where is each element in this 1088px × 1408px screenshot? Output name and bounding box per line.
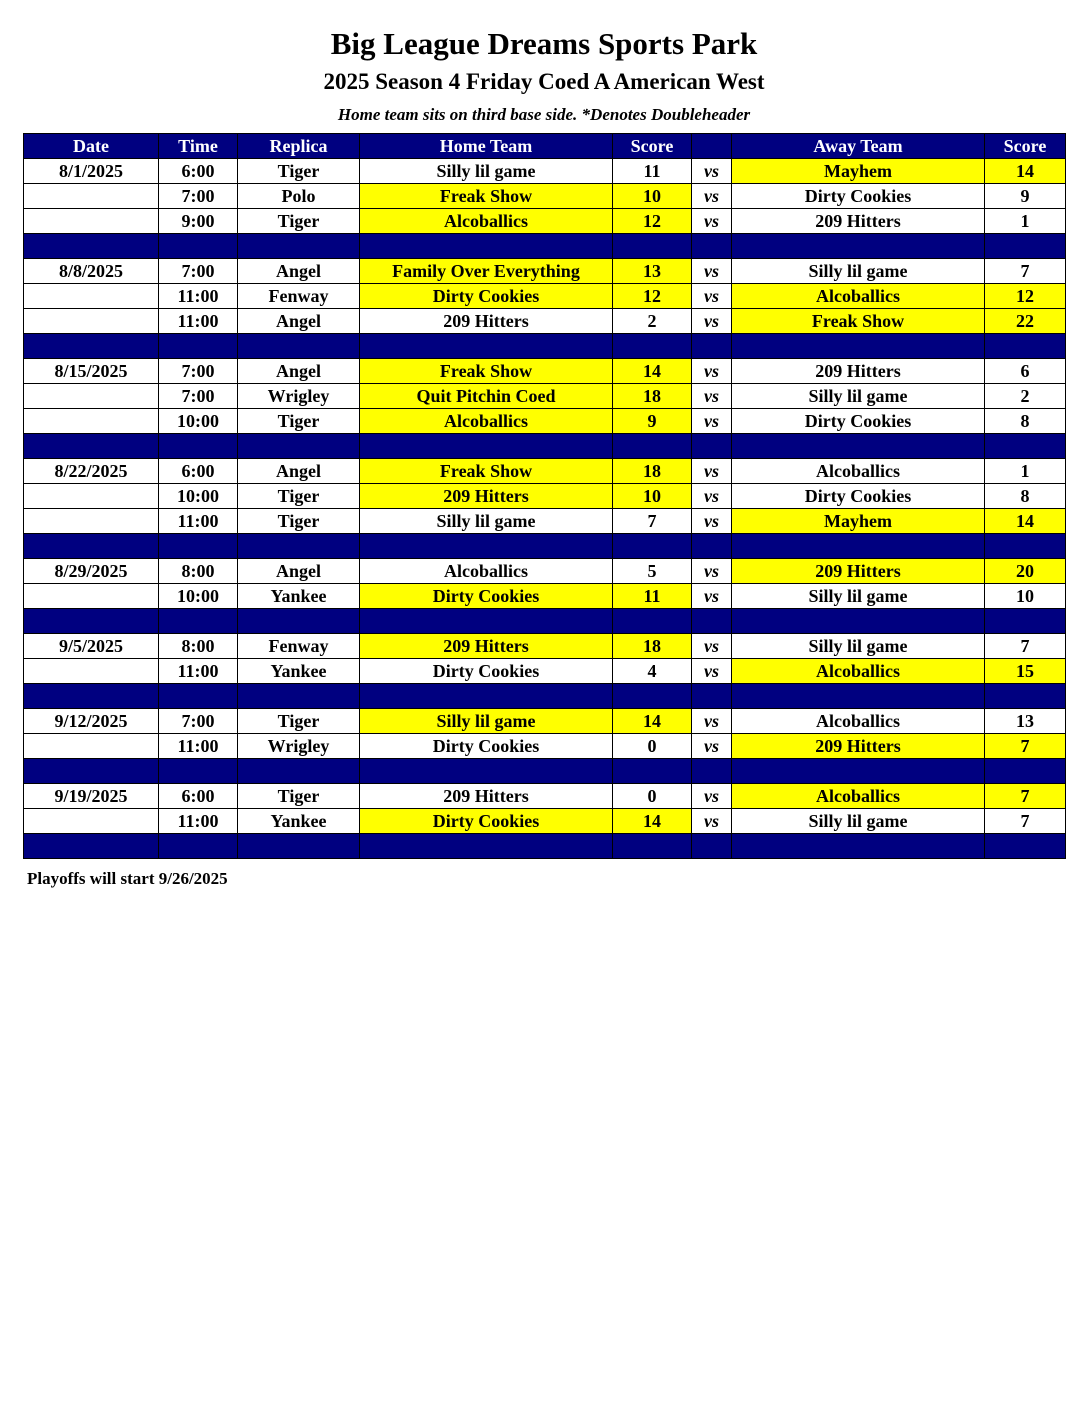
column-header-date: Date [24,134,159,159]
home-team: Alcoballics [360,209,613,234]
game-replica: Tiger [238,709,360,734]
away-score: 8 [985,409,1066,434]
vs-label: vs [692,159,732,184]
separator-cell [732,834,985,859]
home-score: 2 [613,309,692,334]
week-separator-row [24,834,1066,859]
home-team: 209 Hitters [360,784,613,809]
separator-cell [985,609,1066,634]
separator-cell [159,234,238,259]
table-row [24,634,1066,659]
home-team: 209 Hitters [360,309,613,334]
table-row [24,659,1066,684]
away-score: 6 [985,359,1066,384]
separator-cell [238,684,360,709]
home-score: 7 [613,509,692,534]
vs-label: vs [692,734,732,759]
home-team: Alcoballics [360,559,613,584]
home-team: Dirty Cookies [360,584,613,609]
game-time: 11:00 [159,659,238,684]
game-date [24,809,159,834]
separator-cell [732,534,985,559]
week-separator-row [24,759,1066,784]
away-team: 209 Hitters [732,559,985,584]
separator-cell [24,334,159,359]
separator-cell [732,234,985,259]
game-replica: Polo [238,184,360,209]
game-date [24,409,159,434]
schedule-body [24,159,1066,859]
home-score: 12 [613,284,692,309]
game-date [24,509,159,534]
home-score: 10 [613,484,692,509]
home-team: 209 Hitters [360,634,613,659]
home-score: 18 [613,384,692,409]
table-row [24,784,1066,809]
separator-cell [238,234,360,259]
schedule-note: Home team sits on third base side. *Denotes Doubleheader [337,105,751,124]
game-time: 11:00 [159,284,238,309]
away-team: Alcoballics [732,659,985,684]
separator-cell [238,434,360,459]
vs-label: vs [692,284,732,309]
separator-cell [732,684,985,709]
away-score: 14 [985,159,1066,184]
playoffs-note: Playoffs will start 9/26/2025 [27,869,228,888]
away-team: 209 Hitters [732,734,985,759]
away-score: 14 [985,509,1066,534]
home-team: Dirty Cookies [360,734,613,759]
separator-cell [613,834,692,859]
table-row [24,284,1066,309]
vs-label: vs [692,509,732,534]
game-replica: Angel [238,309,360,334]
game-date: 8/8/2025 [24,259,159,284]
separator-cell [360,759,613,784]
table-row [24,159,1066,184]
separator-cell [24,834,159,859]
column-header-replica: Replica [238,134,360,159]
separator-cell [613,609,692,634]
vs-label: vs [692,784,732,809]
separator-cell [360,234,613,259]
game-replica: Tiger [238,509,360,534]
game-replica: Angel [238,559,360,584]
week-separator-row [24,234,1066,259]
away-team: Dirty Cookies [732,184,985,209]
home-score: 11 [613,584,692,609]
game-replica: Angel [238,259,360,284]
game-date: 9/19/2025 [24,784,159,809]
week-separator-row [24,684,1066,709]
table-row [24,509,1066,534]
separator-cell [613,759,692,784]
away-score: 12 [985,284,1066,309]
game-replica: Tiger [238,784,360,809]
home-score: 14 [613,709,692,734]
game-date [24,209,159,234]
game-time: 7:00 [159,359,238,384]
away-team: Freak Show [732,309,985,334]
game-date: 8/1/2025 [24,159,159,184]
separator-cell [985,834,1066,859]
away-team: 209 Hitters [732,209,985,234]
game-date [24,184,159,209]
game-time: 10:00 [159,584,238,609]
separator-cell [360,434,613,459]
game-date: 8/15/2025 [24,359,159,384]
home-team: Quit Pitchin Coed [360,384,613,409]
separator-cell [985,759,1066,784]
away-score: 20 [985,559,1066,584]
home-score: 18 [613,634,692,659]
game-replica: Angel [238,459,360,484]
game-replica: Fenway [238,284,360,309]
vs-label: vs [692,459,732,484]
game-time: 11:00 [159,509,238,534]
game-date: 9/12/2025 [24,709,159,734]
game-date [24,309,159,334]
home-team: Family Over Everything [360,259,613,284]
vs-label: vs [692,709,732,734]
home-score: 11 [613,159,692,184]
column-header-home-score: Score [613,134,692,159]
game-replica: Yankee [238,659,360,684]
separator-cell [238,534,360,559]
vs-label: vs [692,584,732,609]
vs-label: vs [692,259,732,284]
home-score: 14 [613,359,692,384]
away-score: 13 [985,709,1066,734]
separator-cell [360,684,613,709]
game-time: 7:00 [159,184,238,209]
separator-cell [692,434,732,459]
vs-label: vs [692,484,732,509]
game-time: 6:00 [159,459,238,484]
separator-cell [985,434,1066,459]
away-team: Dirty Cookies [732,409,985,434]
away-team: Silly lil game [732,584,985,609]
game-time: 6:00 [159,159,238,184]
away-score: 9 [985,184,1066,209]
separator-cell [692,609,732,634]
separator-cell [692,834,732,859]
game-time: 11:00 [159,734,238,759]
home-team: Silly lil game [360,709,613,734]
home-score: 13 [613,259,692,284]
home-team: Dirty Cookies [360,659,613,684]
separator-cell [732,759,985,784]
vs-label: vs [692,309,732,334]
game-time: 7:00 [159,259,238,284]
game-time: 11:00 [159,309,238,334]
separator-cell [360,334,613,359]
home-score: 4 [613,659,692,684]
separator-cell [159,684,238,709]
vs-label: vs [692,809,732,834]
game-time: 7:00 [159,384,238,409]
away-score: 7 [985,784,1066,809]
vs-label: vs [692,559,732,584]
game-time: 6:00 [159,784,238,809]
separator-cell [692,684,732,709]
home-score: 0 [613,734,692,759]
game-date [24,734,159,759]
vs-label: vs [692,209,732,234]
column-header-away-score: Score [985,134,1066,159]
vs-label: vs [692,359,732,384]
game-replica: Tiger [238,159,360,184]
away-team: Silly lil game [732,384,985,409]
week-separator-row [24,534,1066,559]
separator-cell [238,759,360,784]
separator-cell [24,434,159,459]
game-replica: Tiger [238,209,360,234]
away-team: 209 Hitters [732,359,985,384]
away-team: Alcoballics [732,459,985,484]
home-score: 0 [613,784,692,809]
game-time: 11:00 [159,809,238,834]
table-row [24,559,1066,584]
game-date: 9/5/2025 [24,634,159,659]
game-time: 10:00 [159,409,238,434]
separator-cell [238,609,360,634]
separator-cell [985,684,1066,709]
week-separator-row [24,434,1066,459]
separator-cell [24,684,159,709]
page-title: Big League Dreams Sports Park [330,26,758,61]
game-replica: Wrigley [238,734,360,759]
schedule-table [23,133,1066,859]
away-team: Silly lil game [732,259,985,284]
game-time: 8:00 [159,634,238,659]
home-score: 18 [613,459,692,484]
home-score: 9 [613,409,692,434]
game-time: 7:00 [159,709,238,734]
away-score: 7 [985,809,1066,834]
separator-cell [360,534,613,559]
away-team: Silly lil game [732,634,985,659]
page-subtitle: 2025 Season 4 Friday Coed A American West [323,69,765,94]
game-time: 8:00 [159,559,238,584]
separator-cell [692,534,732,559]
away-score: 7 [985,734,1066,759]
column-header-home-team: Home Team [360,134,613,159]
separator-cell [360,834,613,859]
table-header-row [24,134,1066,159]
away-score: 7 [985,259,1066,284]
separator-cell [613,334,692,359]
away-score: 7 [985,634,1066,659]
separator-cell [613,234,692,259]
table-row [24,734,1066,759]
game-replica: Yankee [238,584,360,609]
separator-cell [238,834,360,859]
game-replica: Yankee [238,809,360,834]
table-row [24,359,1066,384]
away-team: Alcoballics [732,784,985,809]
separator-cell [24,534,159,559]
separator-cell [732,609,985,634]
separator-cell [24,234,159,259]
column-header-vs [692,134,732,159]
home-team: Freak Show [360,359,613,384]
game-time: 9:00 [159,209,238,234]
separator-cell [24,609,159,634]
separator-cell [159,534,238,559]
separator-cell [985,234,1066,259]
separator-cell [159,609,238,634]
table-row [24,484,1066,509]
table-row [24,809,1066,834]
game-date: 8/22/2025 [24,459,159,484]
game-date: 8/29/2025 [24,559,159,584]
game-time: 10:00 [159,484,238,509]
home-team: Freak Show [360,459,613,484]
away-score: 22 [985,309,1066,334]
separator-cell [692,334,732,359]
table-row [24,184,1066,209]
vs-label: vs [692,634,732,659]
table-row [24,384,1066,409]
week-separator-row [24,334,1066,359]
game-date [24,584,159,609]
table-row [24,409,1066,434]
separator-cell [613,534,692,559]
game-date [24,284,159,309]
separator-cell [159,834,238,859]
separator-cell [613,684,692,709]
away-team: Alcoballics [732,284,985,309]
vs-label: vs [692,659,732,684]
home-score: 5 [613,559,692,584]
away-team: Alcoballics [732,709,985,734]
table-row [24,209,1066,234]
home-team: Dirty Cookies [360,284,613,309]
away-score: 15 [985,659,1066,684]
column-header-time: Time [159,134,238,159]
home-score: 10 [613,184,692,209]
game-replica: Fenway [238,634,360,659]
away-team: Dirty Cookies [732,484,985,509]
home-team: Freak Show [360,184,613,209]
away-score: 1 [985,209,1066,234]
separator-cell [159,334,238,359]
game-replica: Angel [238,359,360,384]
home-team: Silly lil game [360,509,613,534]
away-score: 2 [985,384,1066,409]
home-score: 12 [613,209,692,234]
table-row [24,709,1066,734]
home-score: 14 [613,809,692,834]
home-team: Alcoballics [360,409,613,434]
away-team: Silly lil game [732,809,985,834]
away-team: Mayhem [732,159,985,184]
home-team: 209 Hitters [360,484,613,509]
away-score: 10 [985,584,1066,609]
vs-label: vs [692,384,732,409]
home-team: Dirty Cookies [360,809,613,834]
week-separator-row [24,609,1066,634]
separator-cell [159,759,238,784]
home-team: Silly lil game [360,159,613,184]
column-header-away-team: Away Team [732,134,985,159]
away-team: Mayhem [732,509,985,534]
separator-cell [613,434,692,459]
game-replica: Tiger [238,409,360,434]
game-replica: Tiger [238,484,360,509]
separator-cell [360,609,613,634]
separator-cell [732,334,985,359]
table-row [24,584,1066,609]
separator-cell [732,434,985,459]
separator-cell [692,234,732,259]
game-date [24,384,159,409]
vs-label: vs [692,409,732,434]
separator-cell [159,434,238,459]
vs-label: vs [692,184,732,209]
table-row [24,259,1066,284]
game-replica: Wrigley [238,384,360,409]
game-date [24,484,159,509]
game-date [24,659,159,684]
separator-cell [692,759,732,784]
table-row [24,309,1066,334]
separator-cell [238,334,360,359]
separator-cell [985,334,1066,359]
separator-cell [24,759,159,784]
away-score: 1 [985,459,1066,484]
separator-cell [985,534,1066,559]
away-score: 8 [985,484,1066,509]
table-row [24,459,1066,484]
